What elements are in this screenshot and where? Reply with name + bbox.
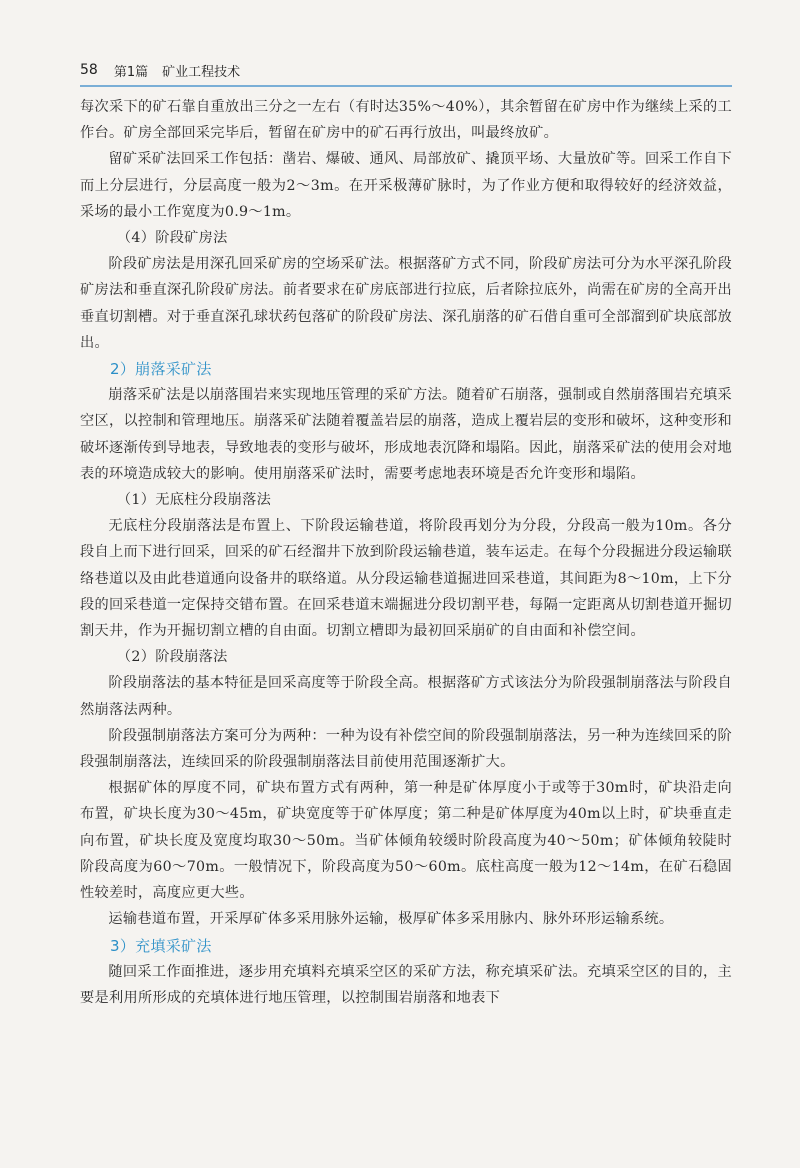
paragraph: 随回采工作面推进，逐步用充填料充填采空区的采矿方法，称充填采矿法。充填采空区的目的，主要是利用所形成的充填体进行地压管理，以控制围岩崩落和地表下: [80, 963, 732, 1006]
paragraph: 无底柱分段崩落法是布置上、下阶段运输巷道，将阶段再划分为分段，分段高一般为10m。各分段自上而下进行回采，回采的矿石经溜井下放到阶段运输巷道，装车运走。在每个分段掘进分段运输联络巷道以及由此巷道通向设备井的联络道。从分段运输巷道掘进回采巷道，其间距为8～10m，上下分段的回采巷道一定保持交错布置。在回采巷道末端掘进分段切割平巷，每隔一定距离从切割巷道开掘切割天井，作为开掘切割立槽的自由面。切割立槽即为最初回采崩矿的自由面和补偿空间。: [80, 518, 732, 640]
running-header: [80, 60, 732, 80]
paragraph: 阶段崩落法的基本特征是回采高度等于阶段全高。根据落矿方式该法分为阶段强制崩落法与阶段自然崩落法两种。: [80, 675, 732, 718]
paragraph: 根据矿体的厚度不同，矿块布置方式有两种，第一种是矿体厚度小于或等于30m时，矿块沿走向布置，矿块长度为30～45m，矿块宽度等于矿体厚度；第二种是矿体厚度为40m以上时，矿块垂直走向布置，矿块长度及宽度均取30～50m。当矿体倾角较缓时阶段高度为40～50m；矿体倾角较陡时阶段高度为60～70m。一般情况下，阶段高度为50～60m。底柱高度一般为12～14m，在矿石稳固性较差时，高度应更大些。: [80, 780, 732, 902]
page-body: [80, 94, 732, 1011]
section-heading: 2）崩落采矿法: [110, 360, 212, 379]
subsection-heading: （4）阶段矿房法: [116, 230, 228, 247]
part-title: 矿业工程技术: [162, 64, 241, 80]
subsection-heading: （1）无底柱分段崩落法: [116, 492, 272, 509]
subsection-heading: （2）阶段崩落法: [116, 649, 228, 666]
paragraph: 崩落采矿法是以崩落围岩来实现地压管理的采矿方法。随着矿石崩落，强制或自然崩落围岩充填采空区，以控制和管理地压。崩落采矿法随着覆盖岩层的崩落，造成上覆岩层的变形和破坏，这种变形和破坏逐渐传到导地表，导致地表的变形与破坏，形成地表沉降和塌陷。因此，崩落采矿法的使用会对地表的环境造成较大的影响。使用崩落采矿法时，需要考虑地表环境是否允许变形和塌陷。: [80, 387, 732, 482]
paragraph: 阶段矿房法是用深孔回采矿房的空场采矿法。根据落矿方式不同，阶段矿房法可分为水平深孔阶段矿房法和垂直深孔阶段矿房法。前者要求在矿房底部进行拉底，后者除拉底外，尚需在矿房的全高开出垂直切割槽。对于垂直深孔球状药包落矿的阶段矿房法、深孔崩落的矿石借自重可全部溜到矿块底部放出。: [80, 256, 732, 351]
paragraph: 留矿采矿法回采工作包括：凿岩、爆破、通风、局部放矿、撬顶平场、大量放矿等。回采工作自下而上分层进行，分层高度一般为2～3m。在开采极薄矿脉时，为了作业方便和取得较好的经济效益，采场的最小工作宽度为0.9～1m。: [80, 151, 732, 220]
paragraph: 每次采下的矿石靠自重放出三分之一左右（有时达35%～40%），其余暂留在矿房中作为继续上采的工作台。矿房全部回采完毕后，暂留在矿房中的矿石再行放出，叫最终放矿。: [80, 99, 732, 142]
part-label: 第1篇: [113, 64, 149, 80]
header-rule: [80, 85, 732, 87]
paragraph: 运输巷道布置，开采厚矿体多采用脉外运输，极厚矿体多采用脉内、脉外环形运输系统。: [108, 911, 674, 928]
section-heading: 3）充填采矿法: [110, 936, 212, 955]
paragraph: 阶段强制崩落法方案可分为两种：一种为设有补偿空间的阶段强制崩落法，另一种为连续回采的阶段强制崩落法，连续回采的阶段强制崩落法目前使用范围逐渐扩大。: [80, 727, 732, 771]
page-number: 58: [80, 62, 98, 78]
